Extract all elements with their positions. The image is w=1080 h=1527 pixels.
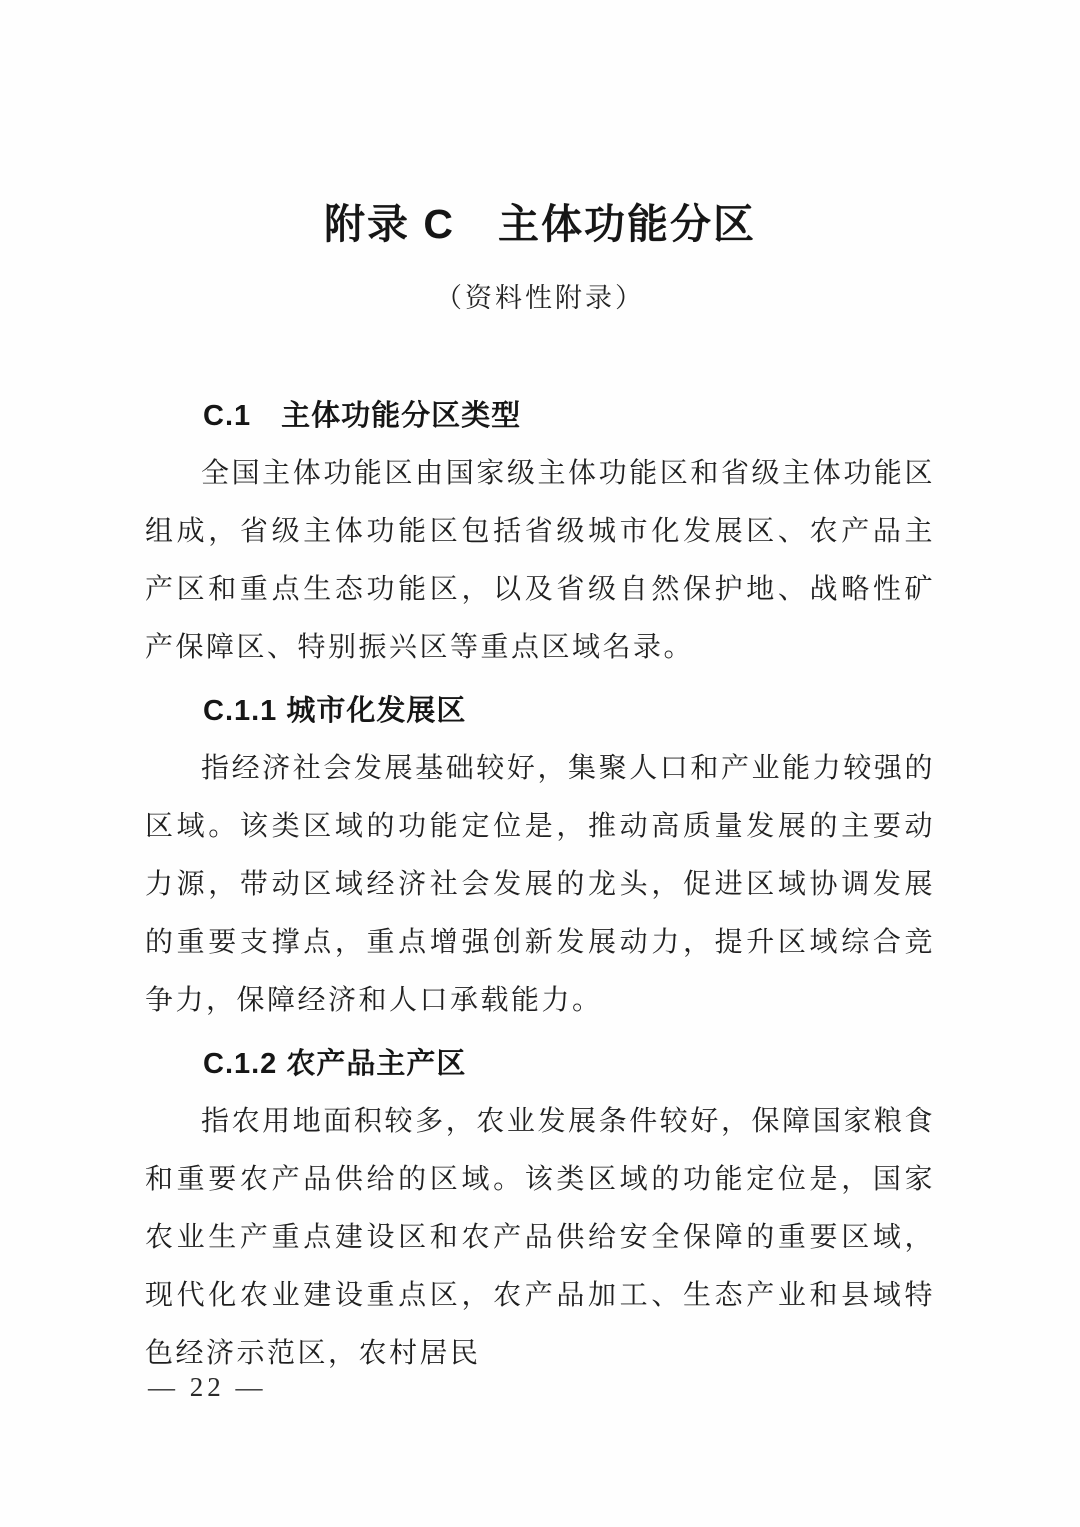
appendix-title: 附录 C 主体功能分区	[324, 201, 756, 247]
paragraph-c1: 全国主体功能区由国家级主体功能区和省级主体功能区组成，省级主体功能区包括省级城市化发展区、农产品主产区和重点生态功能区，以及省级自然保护地、战略性矿产保障区、特别振兴区等重点区域名录。	[145, 458, 935, 664]
section-heading-c12: C.1.2 农产品主产区	[203, 1048, 467, 1081]
paragraph-c12: 指农用地面积较多，农业发展条件较好，保障国家粮食和重要农产品供给的区域。该类区域的功能定位是，国家农业生产重点建设区和农产品供给安全保障的重要区域，现代化农业建设重点区，农产品加工、生态产业和县域特色经济示范区，农村居民	[145, 1106, 935, 1370]
appendix-subtitle: （资料性附录）	[435, 283, 645, 314]
section-heading-c11: C.1.1 城市化发展区	[203, 695, 467, 728]
section-heading-c1: C.1 主体功能分区类型	[203, 400, 522, 433]
document-body	[145, 387, 935, 1383]
paragraph-c11: 指经济社会发展基础较好，集聚人口和产业能力较强的区域。该类区域的功能定位是，推动高质量发展的主要动力源，带动区域经济社会发展的龙头，促进区域协调发展的重要支撑点，重点增强创新发展动力，提升区域综合竞争力，保障经济和人口承载能力。	[145, 753, 935, 1017]
page-number: — 22 —	[148, 1372, 267, 1402]
